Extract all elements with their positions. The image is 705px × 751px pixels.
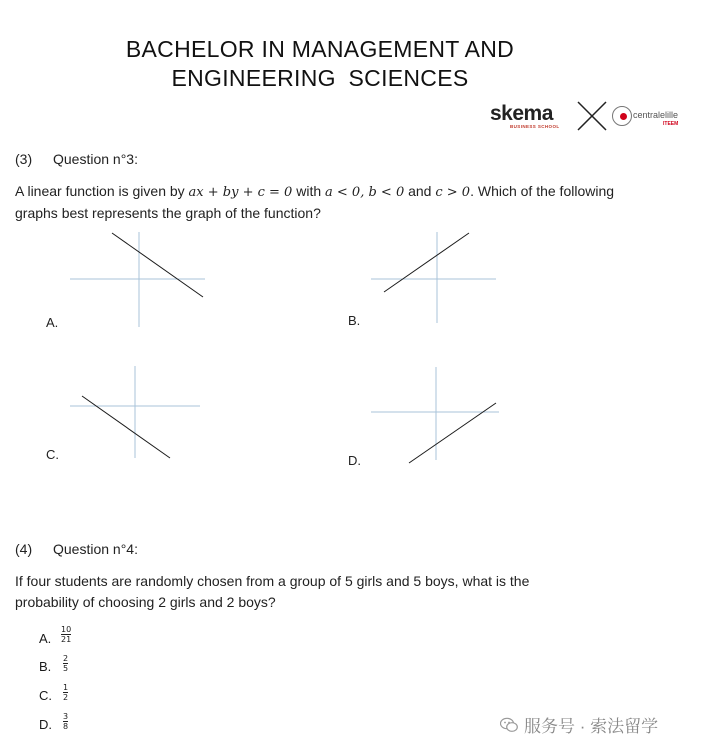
document-title-line-2: ENGINEERING SCIENCES: [171, 65, 469, 91]
q3-condition-ab: a < 0, b < 0: [325, 185, 405, 200]
q3-equation: ax + by + c = 0: [188, 185, 293, 200]
graph-c: [60, 362, 210, 467]
answer-a-fraction: [61, 625, 71, 644]
centrale-logo-subtitle: ITEEM: [663, 121, 679, 127]
centrale-logo: centralelille: [633, 110, 679, 120]
answer-d-label: D.: [39, 717, 52, 732]
skema-logo-subtitle: BUSINESS SCHOOL: [510, 124, 560, 129]
answer-b-fraction: [63, 654, 68, 673]
option-b-label: B.: [348, 313, 361, 328]
q4-label: Question n°4:: [53, 541, 138, 557]
q3-label: Question n°3:: [53, 151, 138, 167]
graph-a: [60, 225, 210, 330]
graph-b: [365, 225, 505, 330]
watermark: [500, 712, 658, 737]
skema-logo: skema: [490, 102, 553, 125]
wechat-icon: [500, 717, 518, 733]
option-d-label: D.: [348, 453, 361, 468]
option-a-label: A.: [46, 315, 59, 330]
watermark-text: 服务号 · 索法留学: [524, 717, 659, 736]
answer-a-label: A.: [39, 631, 52, 646]
q3-number: (3): [15, 151, 33, 167]
answer-c-label: C.: [39, 688, 52, 703]
cross-icon: [576, 100, 608, 132]
answer-c-denominator: 2: [63, 693, 69, 702]
document-title-line-1: BACHELOR IN MANAGEMENT AND: [125, 36, 515, 62]
answer-d-numerator: 3: [63, 712, 69, 721]
q4-number: (4): [15, 541, 33, 557]
graph-a-line: [112, 233, 203, 297]
q3-condition-c: c > 0: [435, 185, 471, 200]
partner-logos: [488, 100, 698, 134]
q4-prompt: If four students are randomly chosen from a group of 5 girls and 5 boys, what is the probability of choosing 2 girls and 2 boys?: [15, 573, 530, 610]
answer-d-fraction: [63, 712, 68, 731]
graph-d: [365, 362, 505, 467]
graph-c-line: [82, 396, 170, 458]
option-c-label: C.: [46, 447, 59, 462]
answer-b-label: B.: [39, 659, 52, 674]
graph-b-line: [384, 233, 469, 292]
centrale-dot-icon: [620, 113, 627, 120]
answer-a-denominator: 21: [61, 635, 72, 644]
answer-b-denominator: 5: [63, 664, 69, 673]
answer-c-numerator: 1: [63, 683, 69, 692]
answer-a-numerator: 10: [61, 625, 72, 634]
answer-b-numerator: 2: [63, 654, 69, 663]
answer-d-denominator: 8: [63, 722, 69, 731]
answer-c-fraction: [63, 683, 68, 702]
q3-prompt: A linear function is given by ax + by + c = 0 with a < 0, b < 0 and c > 0. Which of the following graphs best represents the graph of the function?: [15, 183, 615, 221]
